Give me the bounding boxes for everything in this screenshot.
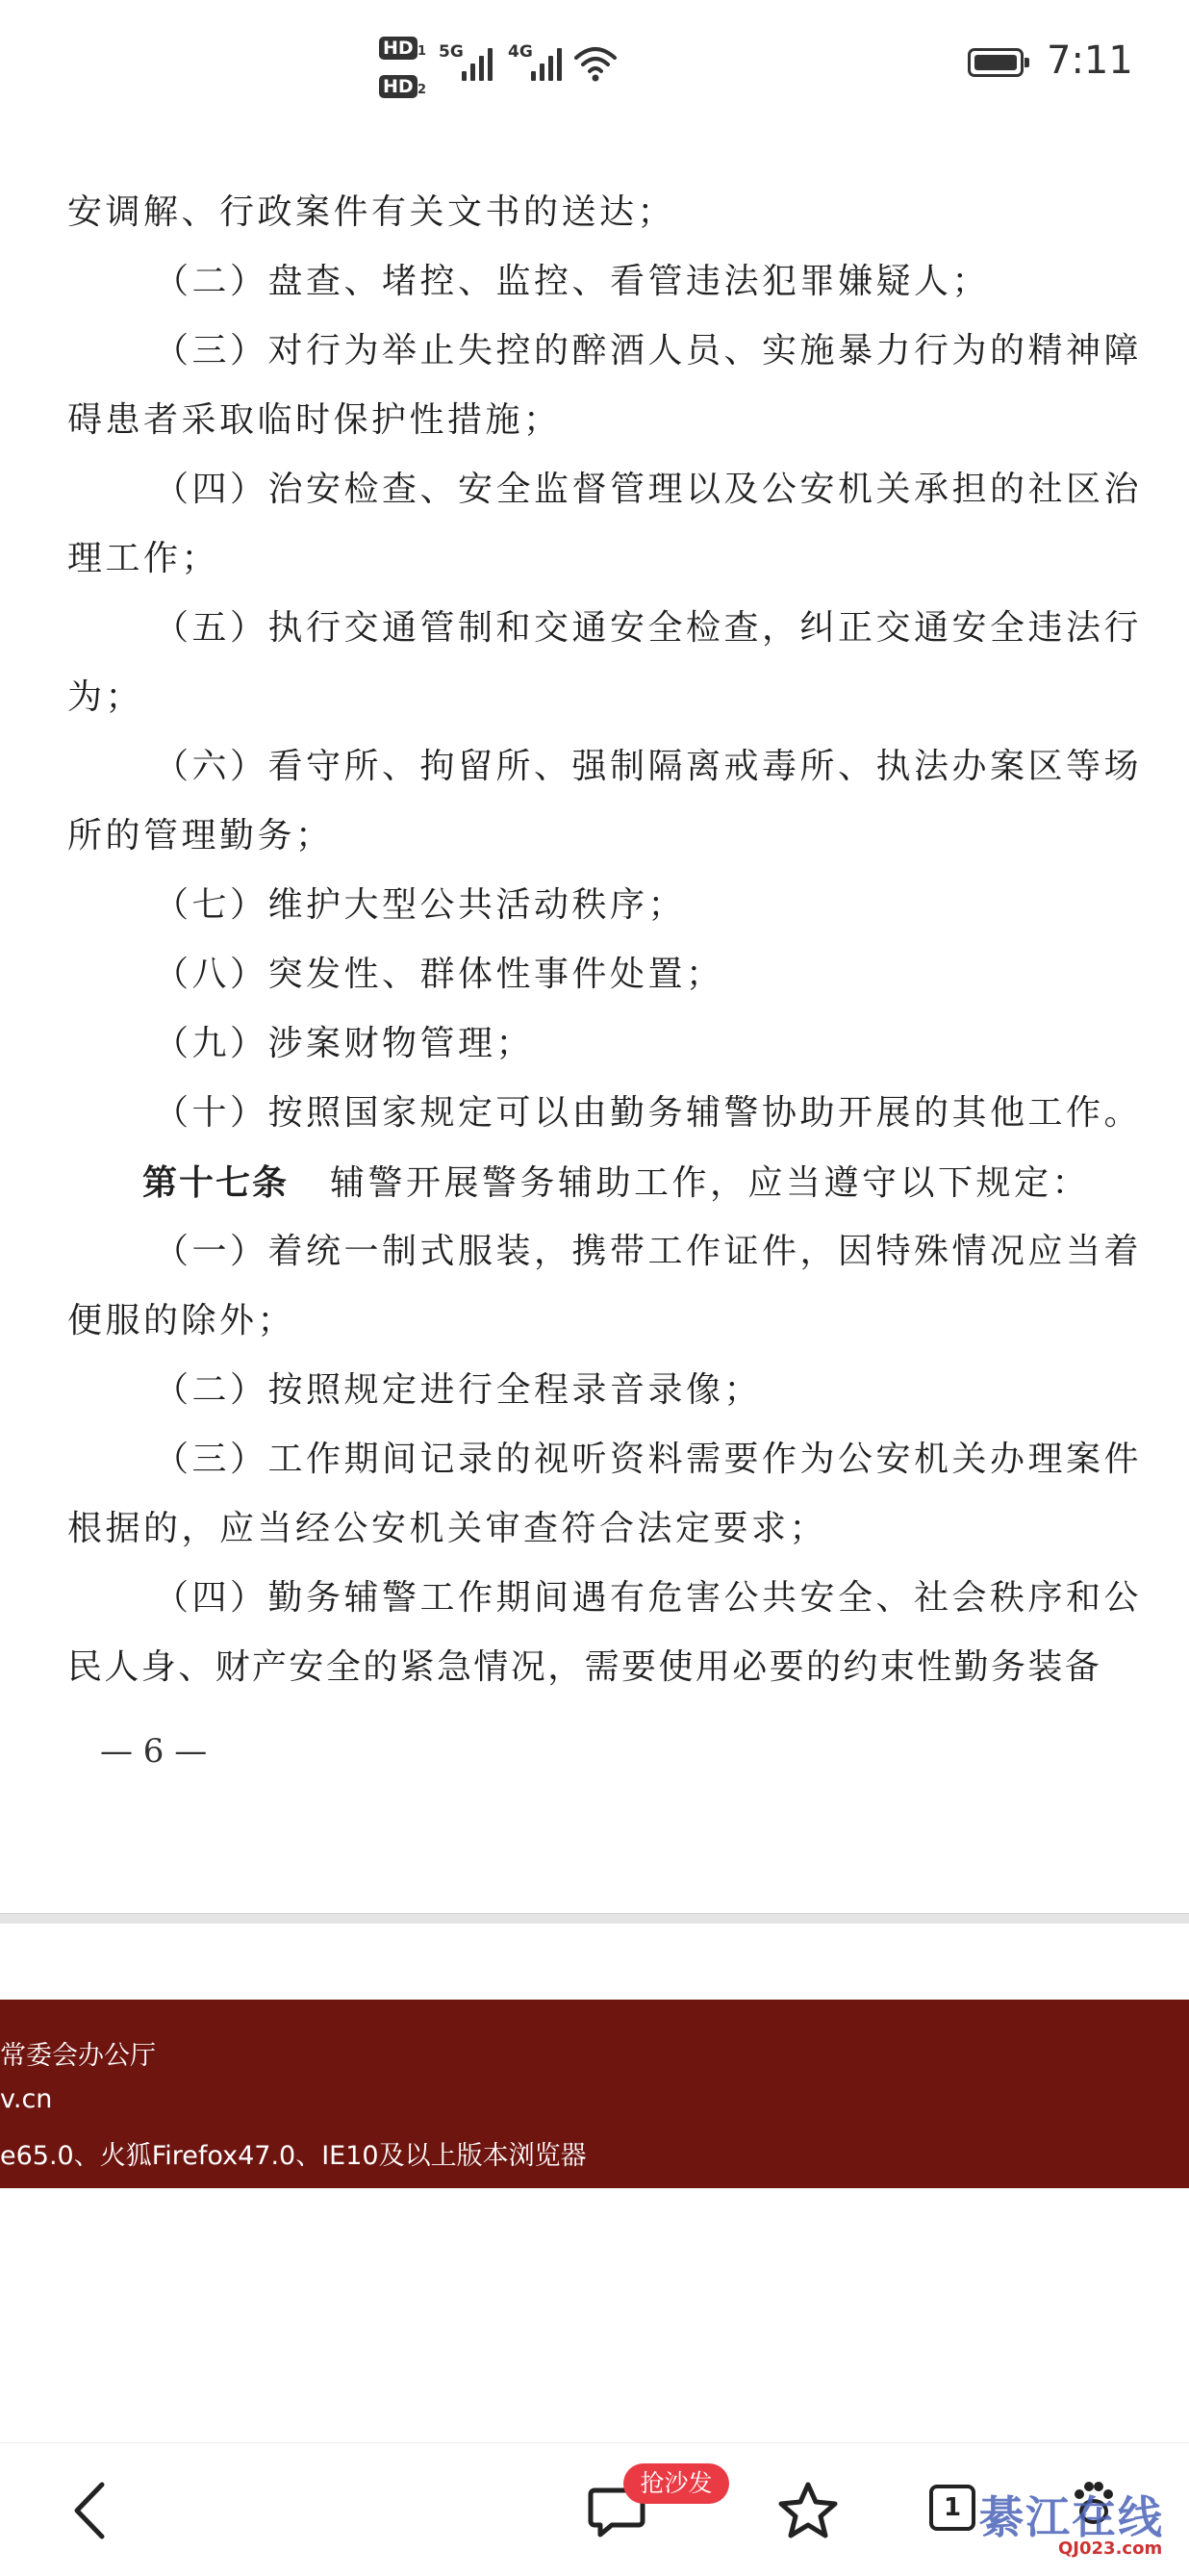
- article-title: 第十七条: [142, 1162, 290, 1203]
- doc-line: （七）维护大型公共活动秩序；: [154, 885, 687, 925]
- doc-line: 民人身、财产安全的紧急情况，需要使用必要的约束性勤务装备: [67, 1647, 1102, 1687]
- site-watermark-domain: QJ023.com: [1058, 2538, 1163, 2559]
- page-number: — 6 —: [100, 1732, 208, 1771]
- sim2-hd-badge: [379, 75, 417, 98]
- doc-line: （九）涉案财物管理；: [154, 1024, 535, 1063]
- wifi-icon: [573, 44, 618, 83]
- doc-line: 安调解、行政案件有关文书的送达；: [67, 192, 676, 232]
- doc-line: 理工作；: [67, 539, 220, 578]
- site-footer: [0, 2000, 1189, 2188]
- doc-line: 便服的除外；: [67, 1301, 296, 1340]
- footer-office: 常委会办公厅: [0, 2041, 156, 2071]
- doc-line: （十）按照国家规定可以由勤务辅警协助开展的其他工作。: [154, 1093, 1143, 1133]
- doc-line: （三）对行为举止失控的醉酒人员、实施暴力行为的精神障: [154, 331, 1143, 370]
- doc-line: 为；: [67, 677, 144, 717]
- star-favorite-icon[interactable]: [777, 2481, 839, 2540]
- doc-line: （八）突发性、群体性事件处置；: [154, 955, 724, 994]
- signal-strength-icon-2: [531, 42, 562, 81]
- doc-line: （三）工作期间记录的视听资料需要作为公安机关办理案件: [154, 1440, 1143, 1479]
- sim1-hd-label: HD: [383, 38, 414, 59]
- sim1-hd-badge: [379, 37, 417, 60]
- back-arrow-icon[interactable]: [67, 2481, 114, 2540]
- network-4g-label: 4G: [508, 42, 533, 62]
- sim2-hd-label: HD: [383, 76, 414, 97]
- doc-line: （四）治安检查、安全监督管理以及公安机关承担的社区治: [154, 470, 1143, 509]
- sim1-index: 1: [417, 44, 427, 59]
- site-watermark: 綦江在线: [979, 2491, 1164, 2543]
- doc-line: （五）执行交通管制和交通安全检查，纠正交通安全违法行: [154, 608, 1143, 648]
- section-divider: [0, 1913, 1189, 1924]
- network-5g-label: 5G: [439, 42, 464, 62]
- footer-browser-note: e65.0、火狐Firefox47.0、IE10及以上版本浏览器: [0, 2141, 587, 2171]
- status-time: 7:11: [1047, 38, 1133, 83]
- article-text: 辅警开展警务辅助工作，应当遵守以下规定：: [329, 1163, 1090, 1203]
- battery-icon: [968, 48, 1024, 77]
- signal-strength-icon-1: [462, 42, 493, 81]
- sofa-badge[interactable]: 抢沙发: [623, 2463, 729, 2504]
- doc-line: 所的管理勤务；: [67, 816, 334, 855]
- footer-domain[interactable]: v.cn: [0, 2084, 53, 2114]
- tab-count-button[interactable]: 1: [929, 2485, 975, 2531]
- sim2-index: 2: [417, 83, 427, 97]
- doc-line: （二）盘查、堵控、监控、看管违法犯罪嫌疑人；: [154, 262, 991, 301]
- article-heading: [142, 1160, 1090, 1207]
- doc-line: （二）按照规定进行全程录音录像；: [154, 1370, 763, 1410]
- doc-line: （一）着统一制式服装，携带工作证件，因特殊情况应当着: [154, 1232, 1143, 1271]
- doc-line: 碍患者采取临时保护性措施；: [67, 400, 562, 440]
- doc-line: 根据的，应当经公安机关审查符合法定要求；: [67, 1509, 828, 1548]
- doc-line: （六）看守所、拘留所、强制隔离戒毒所、执法办案区等场: [154, 747, 1143, 786]
- doc-line: （四）勤务辅警工作期间遇有危害公共安全、社会秩序和公: [154, 1578, 1143, 1618]
- status-bar: [0, 0, 1189, 135]
